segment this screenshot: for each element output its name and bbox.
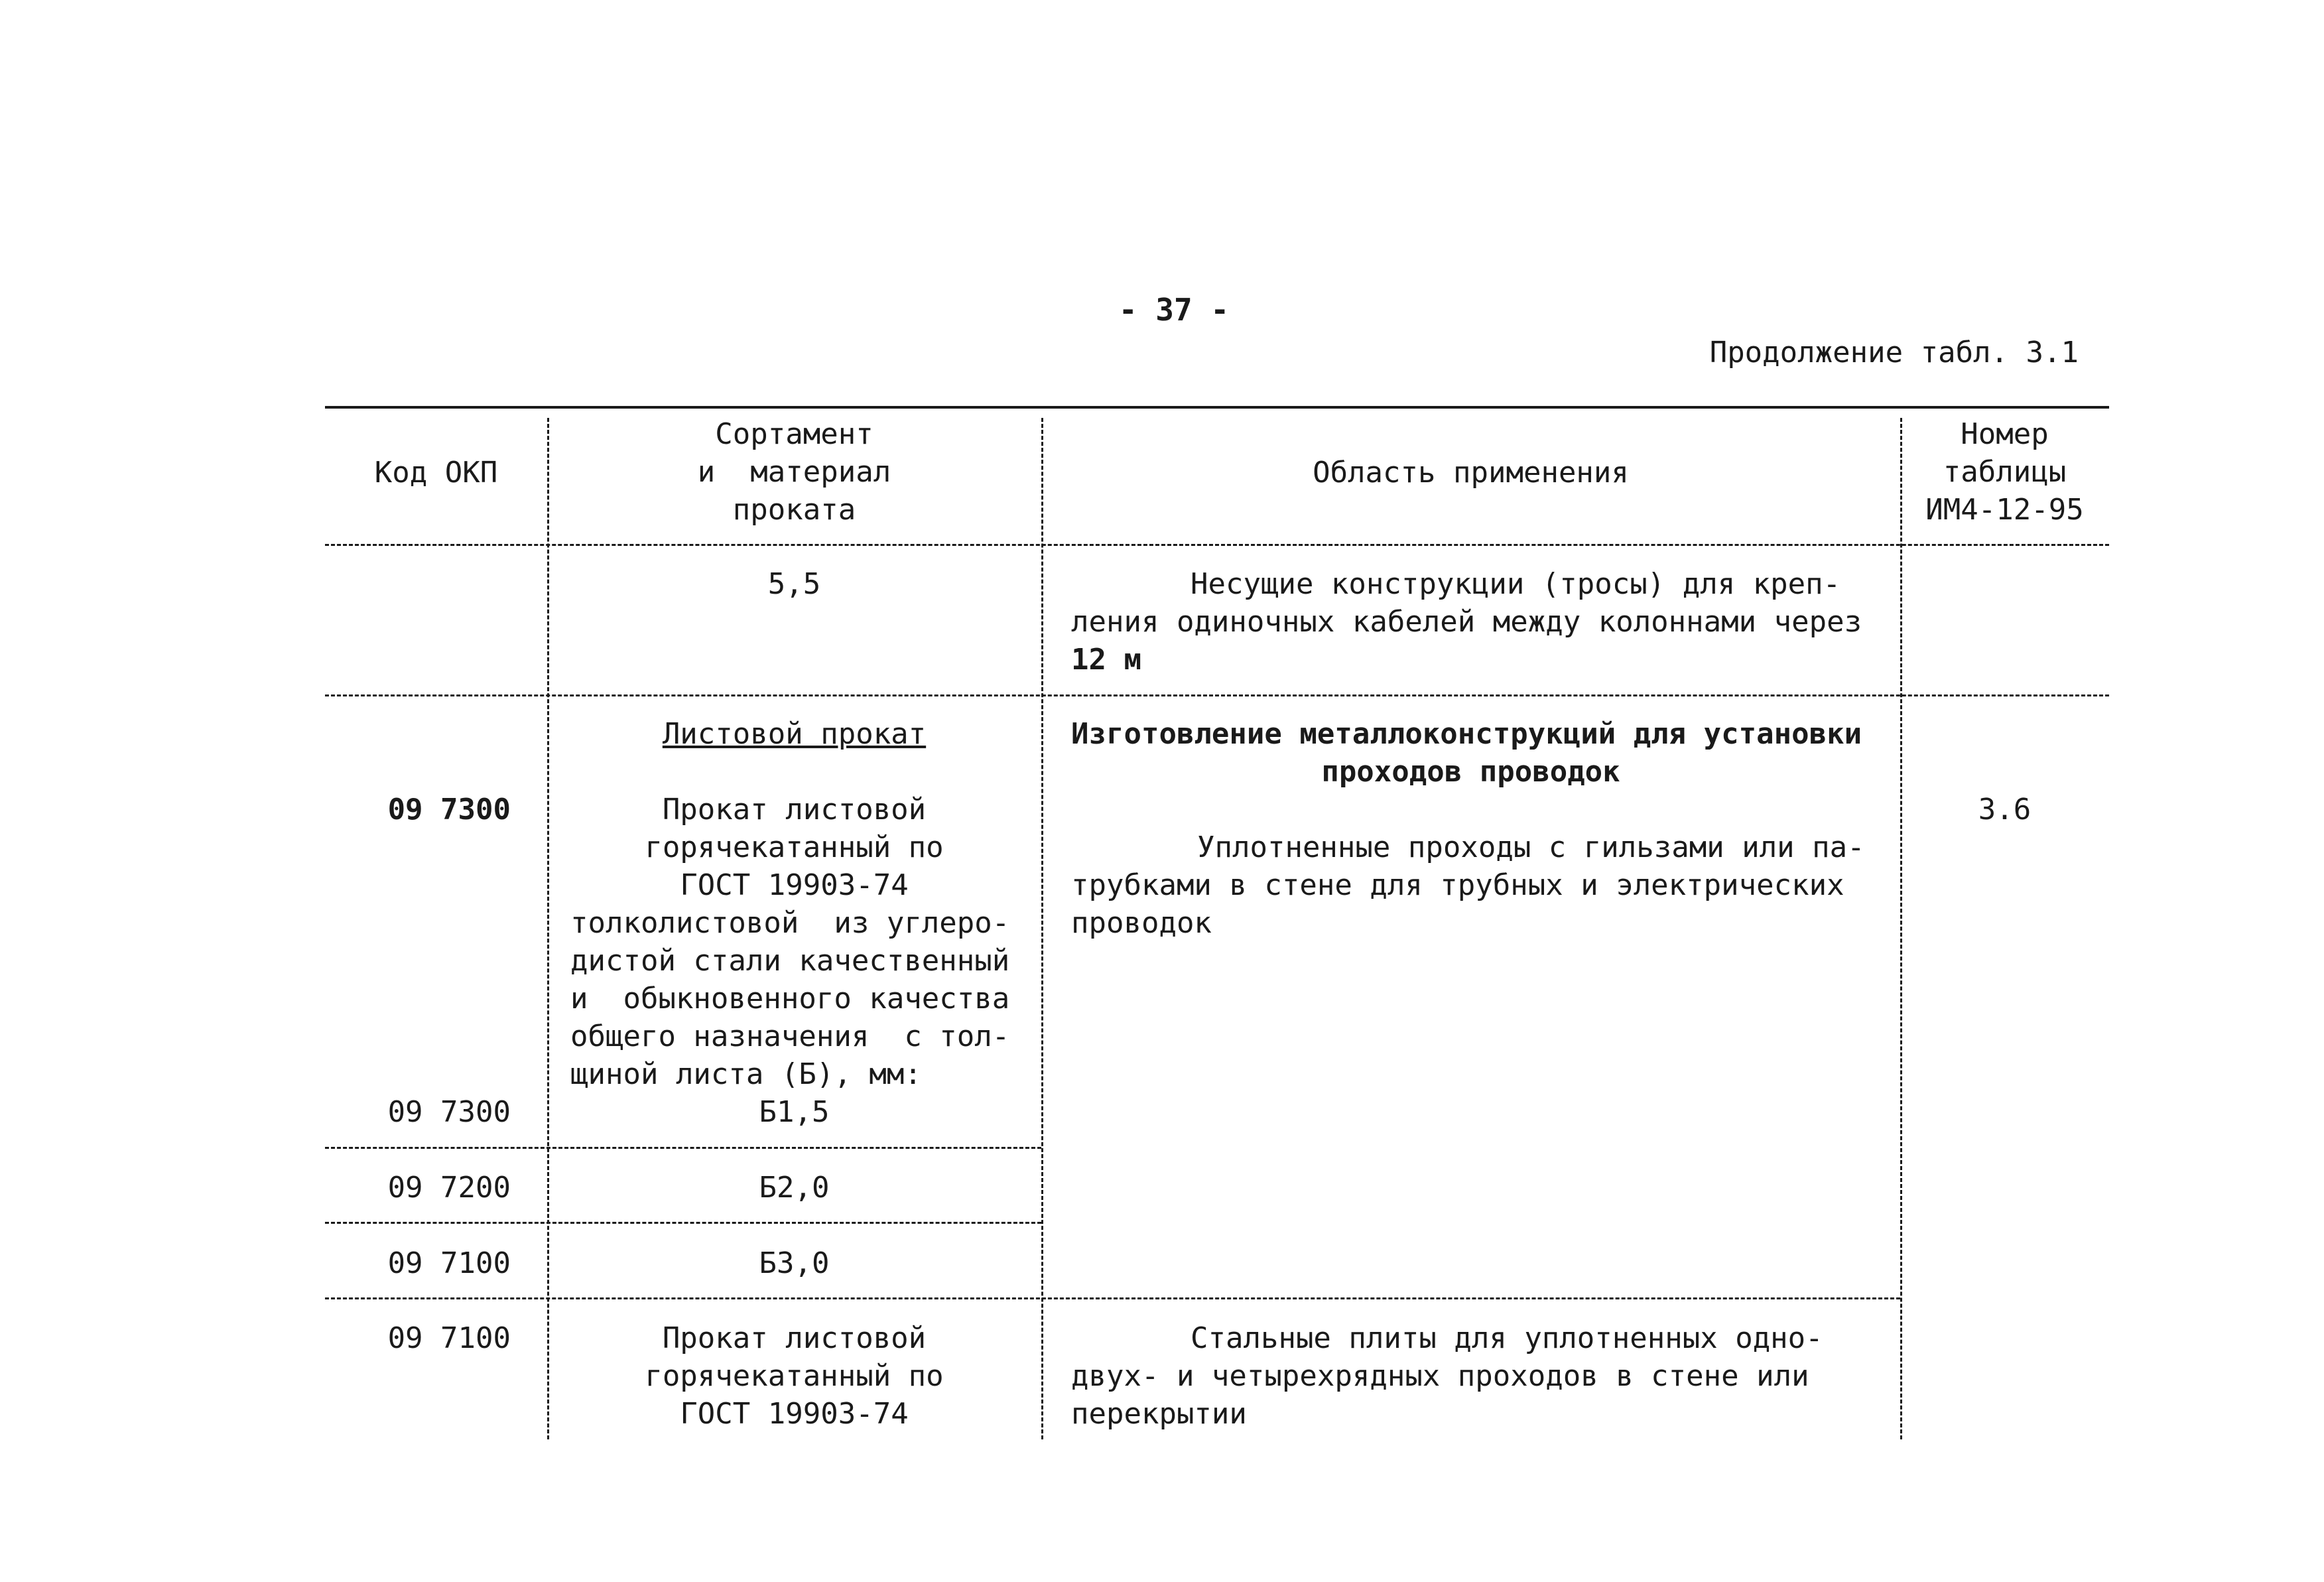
- row2-material-line5: дистой стали качественный: [570, 944, 1010, 978]
- row2-material-title: Листовой прокат: [662, 717, 927, 751]
- row5-area-line2: двух- и четырехрядных проходов в стене или: [1071, 1359, 1809, 1393]
- row3-code: 09 7200: [387, 1171, 511, 1205]
- row2-area-line2: трубками в стене для трубных и электрических: [1071, 868, 1844, 902]
- row5-material-line3: ГОСТ 19903-74: [680, 1397, 909, 1431]
- row5-material-line1: Прокат листовой: [662, 1321, 927, 1355]
- row4-code: 09 7100: [387, 1246, 511, 1280]
- row2-material-line7: общего назначения с тол-: [570, 1020, 1010, 1053]
- row2-area-title-line2: проходов проводок: [1321, 755, 1620, 789]
- row5-material-line2: горячекатанный по: [645, 1359, 944, 1393]
- row2-material-line8: щиной листа (Б), мм:: [570, 1057, 922, 1091]
- header-material-line1: Сортамент: [715, 417, 873, 451]
- row4-material: Б3,0: [759, 1246, 830, 1280]
- row2-separator: [325, 1147, 1041, 1149]
- row1-area-line3: 12 м: [1071, 643, 1141, 677]
- row1-material: 5,5: [767, 567, 821, 601]
- row2-material-line4: толколистовой из углеро-: [570, 906, 1010, 940]
- header-separator: [325, 544, 2109, 546]
- row2-area-line1: Уплотненные проходы с гильзами или па-: [1197, 830, 1865, 864]
- column-divider-2: [1041, 418, 1043, 1439]
- row2-material-line6: и обыкновенного качества: [570, 982, 1010, 1016]
- column-divider-3: [1900, 418, 1902, 1439]
- row1-area-line2: ления одиночных кабелей между колоннами через: [1071, 605, 1862, 639]
- header-number-line1: Номер: [1961, 417, 2049, 451]
- row2-material-line3: ГОСТ 19903-74: [680, 868, 909, 902]
- row5-area-line3: перекрытии: [1071, 1397, 1247, 1431]
- materials-table: [325, 406, 2109, 1441]
- table-top-rule: [325, 406, 2109, 409]
- row1-area-line1: Несущие конструкции (тросы) для креп-: [1191, 567, 1841, 601]
- row2-code-top: 09 7300: [387, 793, 511, 826]
- header-code: Код ОКП: [374, 456, 498, 490]
- header-material-line2: и материал: [697, 455, 891, 489]
- row2-material-line9: Б1,5: [759, 1095, 830, 1129]
- row2-area-line3: проводок: [1071, 906, 1212, 940]
- row3-material: Б2,0: [759, 1171, 830, 1205]
- row2-table-number: 3.6: [1978, 793, 2032, 826]
- header-number-line3: ИМ4-12-95: [1925, 493, 2084, 527]
- row5-code: 09 7100: [387, 1321, 511, 1355]
- header-material-line3: проката: [732, 493, 856, 527]
- row1-separator: [325, 694, 2109, 696]
- row2-code-bottom: 09 7300: [387, 1095, 511, 1129]
- table-continuation-label: Продолжение табл. 3.1: [1709, 336, 2079, 369]
- row2-material-line1: Прокат листовой: [662, 793, 927, 826]
- row5-area-line1: Стальные плиты для уплотненных одно-: [1191, 1321, 1823, 1355]
- row4-separator: [325, 1297, 1900, 1299]
- header-number-line2: таблицы: [1943, 455, 2067, 489]
- row3-separator: [325, 1222, 1041, 1224]
- page-number: - 37 -: [1118, 292, 1230, 328]
- row2-material-line2: горячекатанный по: [645, 830, 944, 864]
- header-area: Область применения: [1313, 456, 1629, 490]
- row2-area-title-line1: Изготовление металлоконструкций для установки: [1071, 717, 1862, 751]
